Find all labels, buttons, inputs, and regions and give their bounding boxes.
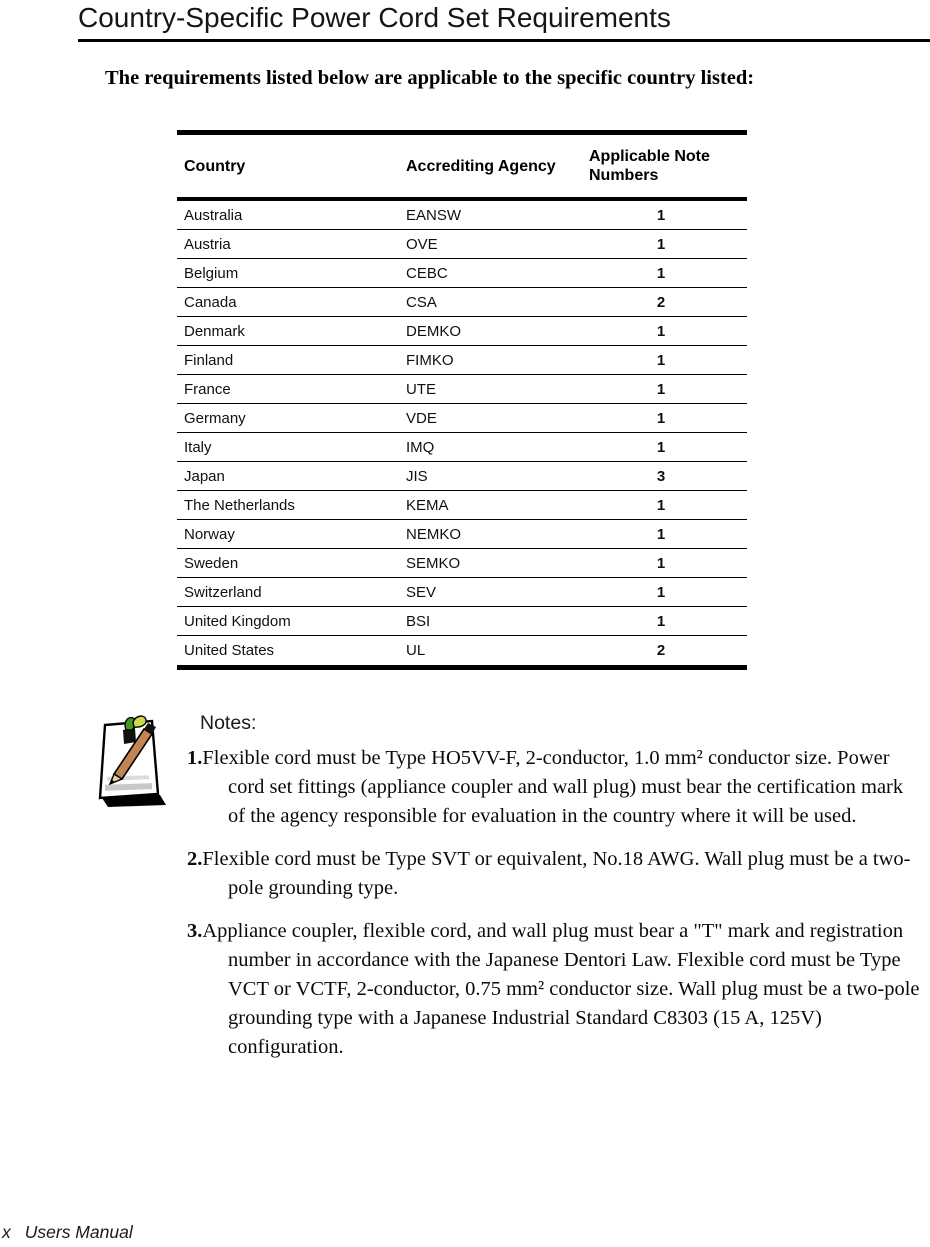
cell-agency: JIS	[406, 467, 428, 485]
cell-note: 1	[656, 583, 666, 601]
notepad-pencil-icon	[90, 710, 176, 812]
cell-country: Canada	[184, 293, 237, 311]
note-number: 3.	[187, 920, 203, 942]
cell-agency: SEMKO	[406, 554, 461, 572]
table-body	[177, 201, 747, 665]
cell-country: United Kingdom	[184, 612, 291, 630]
cell-agency: CEBC	[406, 264, 448, 282]
country-requirements-table	[177, 130, 747, 670]
table-row	[177, 346, 747, 375]
cell-note: 3	[656, 467, 666, 485]
cell-country: Sweden	[184, 554, 239, 572]
cell-agency: CSA	[406, 293, 437, 311]
cell-note: 1	[656, 206, 666, 224]
table-row	[177, 520, 747, 549]
notes-heading: Notes:	[200, 712, 257, 734]
table-row	[177, 288, 747, 317]
cell-country: Austria	[184, 235, 231, 253]
column-header-country: Country	[184, 157, 246, 175]
cell-agency: EANSW	[406, 206, 462, 224]
note-text: Flexible cord must be Type SVT or equivalent, No.18 AWG. Wall plug must be a two-pole grounding type.	[202, 848, 911, 899]
cell-agency: FIMKO	[406, 351, 454, 369]
cell-note: 1	[656, 264, 666, 282]
table-row	[177, 636, 747, 665]
note-item	[187, 845, 920, 903]
cell-agency: IMQ	[406, 438, 435, 456]
footer-label: Users Manual	[24, 1222, 133, 1242]
page-footer	[2, 1222, 133, 1243]
cell-agency: DEMKO	[406, 322, 462, 340]
cell-note: 1	[656, 235, 666, 253]
cell-agency: VDE	[406, 409, 437, 427]
cell-country: Belgium	[184, 264, 239, 282]
cell-agency: OVE	[406, 235, 438, 253]
footer-page-number: x	[2, 1222, 11, 1242]
cell-country: Germany	[184, 409, 246, 427]
table-row	[177, 375, 747, 404]
intro-text: The requirements listed below are applicable to the specific country listed:	[105, 67, 755, 89]
table-row	[177, 549, 747, 578]
table-row	[177, 404, 747, 433]
cell-note: 2	[656, 642, 666, 659]
note-number: 1.	[187, 747, 203, 769]
note-text: Flexible cord must be Type HO5VV-F, 2-conductor, 1.0 mm² conductor size. Power cord set fittings (appliance coupler and wall plug) must bear the certification mark of the agency responsible for evaluation in the country where it will be used.	[202, 747, 904, 827]
cell-agency: BSI	[406, 612, 431, 630]
cell-country: The Netherlands	[184, 496, 295, 514]
table-row	[177, 317, 747, 346]
cell-agency: SEV	[406, 583, 437, 601]
cell-agency: UL	[406, 642, 426, 659]
table-header-row	[177, 135, 747, 197]
table-row	[177, 462, 747, 491]
cell-note: 1	[656, 351, 666, 369]
cell-note: 1	[656, 612, 666, 630]
cell-country: Switzerland	[184, 583, 262, 601]
page-title: Country-Specific Power Cord Set Requirements	[78, 2, 671, 33]
cell-note: 1	[656, 554, 666, 572]
cell-note: 1	[656, 438, 666, 456]
note-item	[187, 917, 920, 1062]
table-row	[177, 578, 747, 607]
cell-country: Denmark	[184, 322, 245, 340]
table-bottom-border	[177, 665, 747, 670]
cell-country: France	[184, 380, 231, 398]
table-row	[177, 607, 747, 636]
cell-agency: NEMKO	[406, 525, 462, 543]
cell-note: 1	[656, 380, 666, 398]
table-row	[177, 230, 747, 259]
cell-note: 1	[656, 322, 666, 340]
table-row	[177, 201, 747, 230]
table-row	[177, 491, 747, 520]
cell-country: United States	[184, 642, 275, 659]
cell-country: Australia	[184, 206, 243, 224]
note-number: 2.	[187, 848, 203, 870]
cell-note: 1	[656, 496, 666, 514]
cell-country: Japan	[184, 467, 225, 485]
cell-country: Italy	[184, 438, 212, 456]
cell-country: Finland	[184, 351, 234, 369]
cell-note: 1	[656, 409, 666, 427]
cell-note: 1	[656, 525, 666, 543]
title-underline	[78, 39, 930, 42]
column-header-applicable-note-numbers: Applicable Note Numbers	[589, 148, 710, 184]
cell-note: 2	[656, 293, 666, 311]
notes-list	[187, 744, 920, 1076]
cell-agency: UTE	[406, 380, 436, 398]
table-row	[177, 433, 747, 462]
cell-agency: KEMA	[406, 496, 449, 514]
note-text: Appliance coupler, flexible cord, and wall plug must bear a "T" mark and registration number in accordance with the Japanese Dentori Law. Flexible cord must be Type VCT or VCTF, 2-conductor, 0.75 mm² conductor size. Wall plug must be a two-pole grounding type with a Japanese Industrial Standard C8303 (15 A, 125V) configuration.	[202, 920, 920, 1058]
table-row	[177, 259, 747, 288]
cell-country: Norway	[184, 525, 235, 543]
note-item	[187, 744, 920, 831]
column-header-accrediting-agency: Accrediting Agency	[406, 157, 556, 175]
